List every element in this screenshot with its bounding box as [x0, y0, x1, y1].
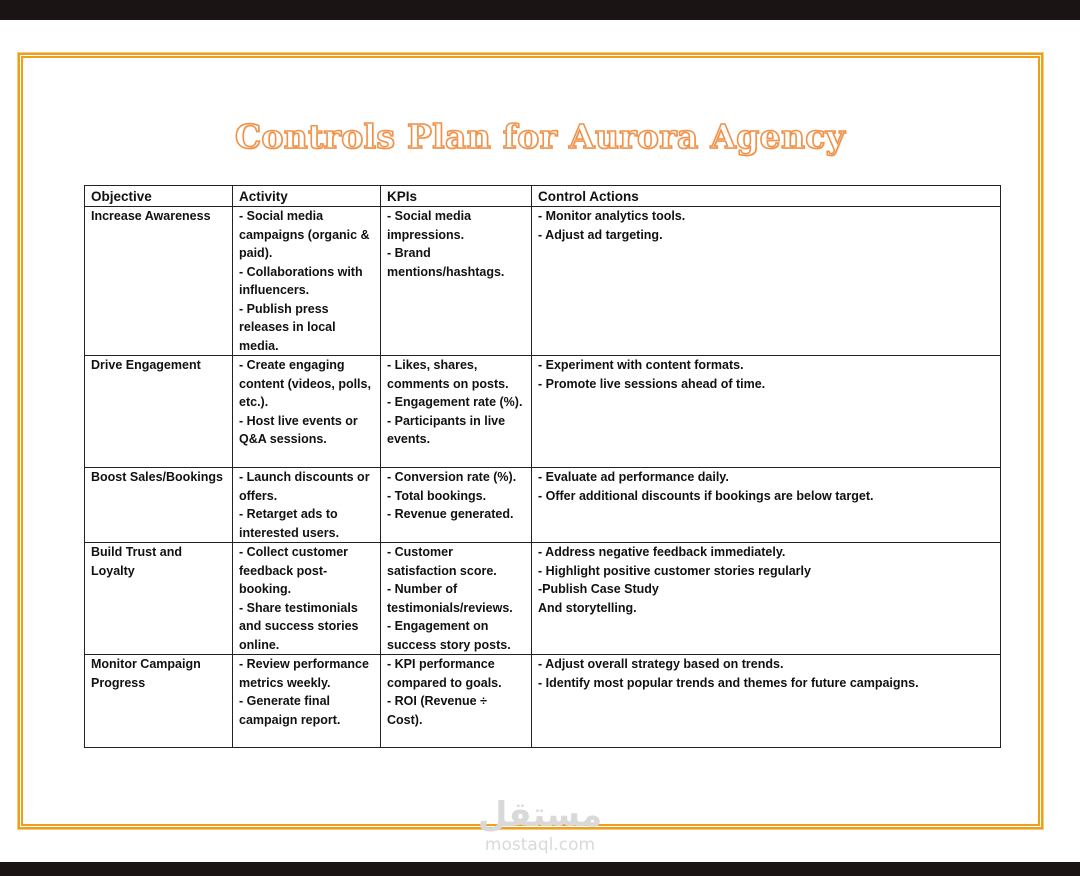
table-row [85, 207, 1001, 356]
cell-control-actions: - Experiment with content formats. - Promote live sessions ahead of time. [532, 356, 1001, 468]
cell-control-actions: - Monitor analytics tools. - Adjust ad targeting. [532, 207, 1001, 356]
header-kpis: KPIs [381, 186, 532, 207]
cell-control-actions: - Address negative feedback immediately. - Highlight positive customer stories regularly -Publish Case Study And storytelling. [532, 543, 1001, 655]
cell-control-actions: - Evaluate ad performance daily. - Offer additional discounts if bookings are below target. [532, 468, 1001, 543]
cell-activity: - Create engaging content (videos, polls, etc.). - Host live events or Q&A sessions. [233, 356, 381, 468]
watermark-url: mostaql.com [484, 835, 596, 855]
cell-activity: - Collect customer feedback post-booking. - Share testimonials and success stories online. [233, 543, 381, 655]
document-title: Controls Plan for Aurora Agency [234, 117, 846, 156]
header-control-actions: Control Actions [532, 186, 1001, 207]
cell-kpis: - KPI performance compared to goals. - ROI (Revenue ÷ Cost). [381, 655, 532, 748]
cell-control-actions: - Adjust overall strategy based on trends. - Identify most popular trends and themes for future campaigns. [532, 655, 1001, 748]
cell-objective: Monitor Campaign Progress [85, 655, 233, 748]
top-dark-bar [0, 0, 1080, 20]
cell-kpis: - Social media impressions. - Brand mentions/hashtags. [381, 207, 532, 356]
header-activity: Activity [233, 186, 381, 207]
cell-activity: - Review performance metrics weekly. - Generate final campaign report. [233, 655, 381, 748]
cell-kpis: - Likes, shares, comments on posts. - Engagement rate (%). - Participants in live events. [381, 356, 532, 468]
cell-objective: Drive Engagement [85, 356, 233, 468]
cell-objective: Boost Sales/Bookings [85, 468, 233, 543]
cell-kpis: - Customer satisfaction score. - Number of testimonials/reviews. - Engagement on success story posts. [381, 543, 532, 655]
cell-objective: Build Trust and Loyalty [85, 543, 233, 655]
table-header-row [85, 186, 1001, 207]
controls-plan-table [84, 185, 1001, 748]
table-row [85, 543, 1001, 655]
mostaql-watermark [0, 796, 1080, 854]
table-row [85, 356, 1001, 468]
cell-activity: - Launch discounts or offers. - Retarget ads to interested users. [233, 468, 381, 543]
bottom-dark-bar [0, 862, 1080, 876]
cell-activity: - Social media campaigns (organic & paid). - Collaborations with influencers. - Publish press releases in local media. [233, 207, 381, 356]
table-row [85, 655, 1001, 748]
cell-kpis: - Conversion rate (%). - Total bookings. - Revenue generated. [381, 468, 532, 543]
table-row [85, 468, 1001, 543]
cell-objective: Increase Awareness [85, 207, 233, 356]
watermark-logo: مستقل [477, 795, 603, 835]
header-objective: Objective [85, 186, 233, 207]
